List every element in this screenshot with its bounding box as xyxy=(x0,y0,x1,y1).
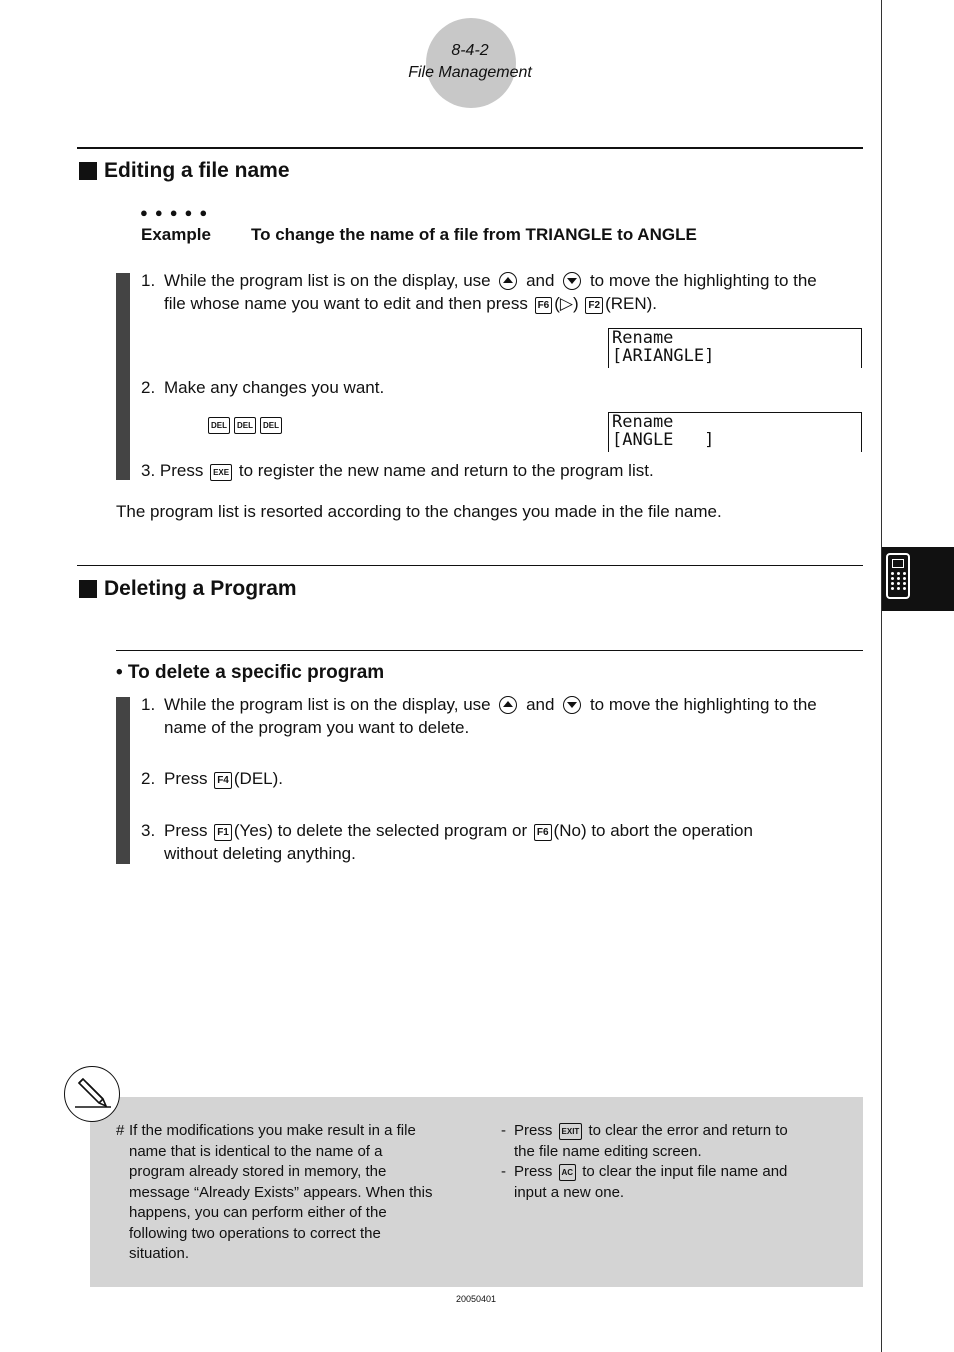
example-label: Example xyxy=(141,225,211,244)
example-dots: ●●●●● xyxy=(140,205,215,220)
step-number: 1. xyxy=(141,271,156,290)
note-hash: # xyxy=(116,1122,125,1139)
section-divider xyxy=(77,147,863,149)
f6-key-icon: F6 xyxy=(534,824,552,841)
f6-key-icon: F6 xyxy=(535,297,553,314)
subsection-divider xyxy=(116,650,863,651)
note-dash: - xyxy=(501,1163,506,1180)
step-number: 3. xyxy=(141,821,156,840)
cursor-up-key-icon xyxy=(499,272,517,290)
subsection-heading: • To delete a specific program xyxy=(116,662,385,683)
note-right-item: Press AC to clear the input file name and input a new one. xyxy=(514,1163,788,1201)
square-bullet-icon xyxy=(79,580,97,598)
header-circle xyxy=(426,18,516,108)
step-text: Press F4 (DEL). xyxy=(164,769,283,788)
note-dash: - xyxy=(501,1122,506,1139)
step-text: 3. Press EXE to register the new name and return to the program list. xyxy=(141,461,654,480)
step-text: name of the program you want to delete. xyxy=(164,718,470,737)
calculator-icon xyxy=(886,553,910,599)
cursor-up-key-icon xyxy=(499,696,517,714)
right-triangle-icon: ▷ xyxy=(559,294,573,313)
del-key-icon: DEL xyxy=(260,417,282,434)
note-left-column: If the modifications you make result in a file name that is identical to the name of a program already stored in memory, the message “Already Exists” appears. When this happens, you can perform either of the following two operations to correct the situation. xyxy=(129,1122,433,1262)
pencil-icon xyxy=(64,1066,120,1122)
right-margin-rule xyxy=(881,0,882,1352)
ac-key-icon: AC xyxy=(559,1164,577,1181)
square-bullet-icon xyxy=(79,162,97,180)
step-text: While the program list is on the display, use and to move the highlighting to the xyxy=(164,271,817,290)
step-text: file whose name you want to edit and then press F6 (▷) F2 (REN). xyxy=(164,294,658,313)
f1-key-icon: F1 xyxy=(214,824,232,841)
section-heading-text: Editing a file name xyxy=(104,159,290,182)
del-key-icon: DEL xyxy=(234,417,256,434)
f4-key-icon: F4 xyxy=(214,772,232,789)
note-right-item: Press EXIT to clear the error and return to the file name editing screen. xyxy=(514,1122,788,1160)
step-text: without deleting anything. xyxy=(164,844,356,863)
f2-key-icon: F2 xyxy=(585,297,603,314)
section-heading-editing xyxy=(79,159,290,183)
example-description: To change the name of a file from TRIANGLE to ANGLE xyxy=(251,225,697,244)
calculator-screen: Rename [ANGLE ] xyxy=(608,412,862,452)
step-number: 2. xyxy=(141,769,156,788)
cursor-down-key-icon xyxy=(563,696,581,714)
step-bar xyxy=(116,697,130,864)
page-number: 8-4-2 xyxy=(451,42,489,59)
step-text: While the program list is on the display, use and to move the highlighting to the xyxy=(164,695,817,714)
step-number: 2. xyxy=(141,378,156,397)
step-number: 1. xyxy=(141,695,156,714)
section-heading-deleting xyxy=(79,577,297,601)
section-title: File Management xyxy=(408,64,532,81)
body-paragraph: The program list is resorted according to the changes you made in the file name. xyxy=(116,502,722,521)
exe-key-icon: EXE xyxy=(210,464,232,481)
calculator-screen: Rename [ARIANGLE] xyxy=(608,328,862,368)
step-bar xyxy=(116,273,130,480)
del-key-icon: DEL xyxy=(208,417,230,434)
cursor-down-key-icon xyxy=(563,272,581,290)
step-text: Make any changes you want. xyxy=(164,378,385,397)
exit-key-icon: EXIT xyxy=(559,1123,583,1140)
section-heading-text: Deleting a Program xyxy=(104,577,297,600)
footer-code: 20050401 xyxy=(455,1294,497,1304)
section-divider xyxy=(77,565,863,566)
step-text: Press F1 (Yes) to delete the selected program or F6 (No) to abort the operation xyxy=(164,821,753,840)
del-key-sequence xyxy=(206,412,284,435)
